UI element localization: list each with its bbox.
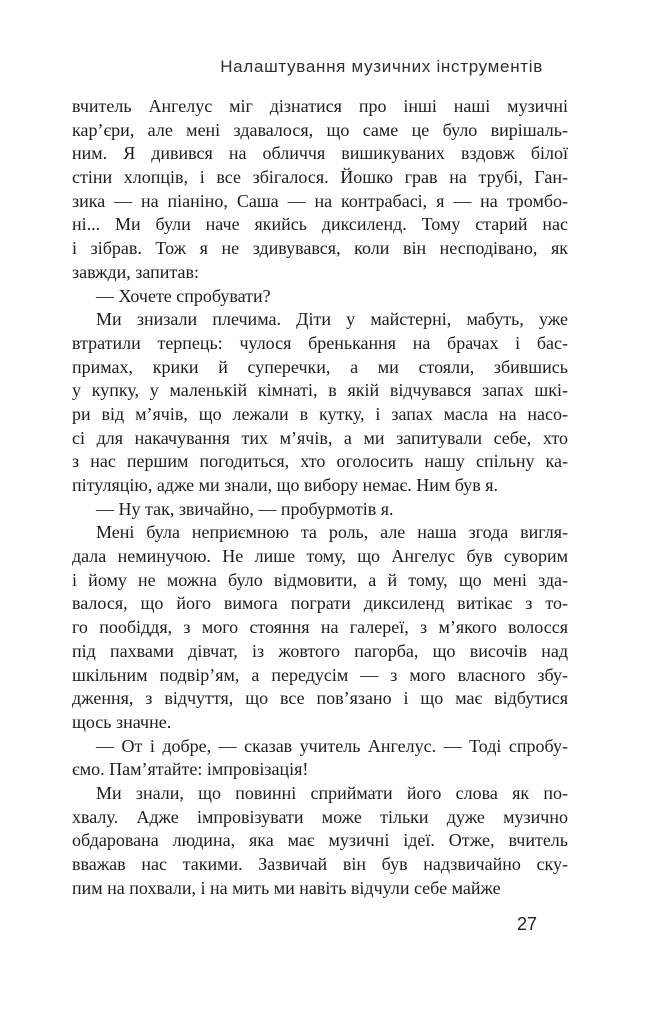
text-line: — От і добре, — сказав учитель Ангелус. — Тоді спробу- — [96, 735, 568, 756]
paragraph — [72, 308, 568, 498]
page-number: 27 — [516, 914, 537, 934]
text-line: дження, з відчуття, що все пов’язано і що має відбутися — [72, 688, 568, 709]
paragraph — [72, 782, 568, 900]
paragraph — [72, 521, 568, 734]
text-line: обдарована людина, яка має музичні ідеї. Отже, вчитель — [72, 830, 568, 851]
paragraph — [72, 95, 568, 285]
text-line: і йому не можна було відмовити, а й тому, що мені зда- — [72, 569, 568, 590]
text-line: зика — на піаніно, Саша — на контрабасі, я — на тромбо- — [72, 190, 568, 211]
text-line: сі для накачування тих м’ячів, а ми запитували себе, хто — [72, 427, 568, 448]
text-block — [72, 95, 568, 900]
text-line: Ми знали, що повинні сприймати його слова як по- — [96, 782, 568, 803]
text-line: ри від м’ячів, що лежали в кутку, і запах масла на насо- — [72, 403, 568, 424]
text-line: у купку, у маленькій кімнаті, в якій відчувався запах шкі- — [72, 380, 568, 401]
text-line: вважав нас такими. Зазвичай він був надзвичайно ску- — [72, 854, 568, 874]
text-line: ємо. Пам’ятайте: імпровізація! — [72, 759, 309, 780]
text-line: пітуляцію, адже ми знали, що вибору немає. Ним був я. — [72, 475, 498, 495]
text-line: щось значне. — [72, 711, 172, 732]
text-line: шкільним подвір’ям, а передусім — з мого власного збу- — [72, 664, 568, 685]
text-line: кар’єри, але мені здавалося, що саме це було вирішаль- — [72, 119, 568, 140]
text-line: — Хочете спробувати? — [96, 285, 271, 306]
text-line: втратили терпець: чулося бренькання на брачах і бас- — [72, 332, 568, 353]
paragraph — [72, 498, 568, 522]
text-line: — Ну так, звичайно, — пробурмотів я. — [96, 498, 394, 519]
text-line: ні... Ми були наче якийсь диксиленд. Тому старий нас — [72, 214, 568, 235]
text-line: Ми знизали плечима. Діти у майстерні, мабуть, уже — [96, 309, 568, 330]
text-line: валося, що його вимога пограти диксиленд витікає з то- — [72, 593, 568, 614]
text-line: ним. Я дивився на обличчя вишикуваних вздовж білої — [72, 143, 568, 164]
running-head: Налаштування музичних інструментів — [220, 57, 543, 76]
text-line: під пахвами дівчат, із жовтого пагорба, що височів над — [72, 640, 568, 661]
text-line: го пообіддя, з мого стояння на галереї, з м’якого волосся — [72, 617, 568, 638]
text-line: вчитель Ангелус міг дізнатися про інші наші музичні — [72, 96, 568, 116]
paragraph — [72, 285, 568, 309]
paragraph — [72, 735, 568, 782]
text-line: хвалу. Адже імпровізувати може тільки дуже музично — [72, 806, 568, 827]
text-line: Мені була неприємною та роль, але наша згода вигля- — [96, 522, 568, 543]
text-line: пим на похвали, і на мить ми навіть відчули себе майже — [72, 877, 501, 898]
text-line: завжди, запитав: — [72, 261, 200, 282]
text-line: з нас першим погодиться, хто оголосить нашу спільну ка- — [72, 451, 568, 472]
text-line: і зібрав. Тож я не здивувався, коли він несподівано, як — [72, 238, 568, 259]
text-line: стіни хлопців, і все збігалося. Йошко грав на трубі, Ган- — [72, 167, 568, 188]
text-line: дала неминучою. Не лише тому, що Ангелус був суворим — [72, 546, 568, 567]
text-line: примах, крики й суперечки, а ми стояли, збившись — [72, 356, 568, 377]
